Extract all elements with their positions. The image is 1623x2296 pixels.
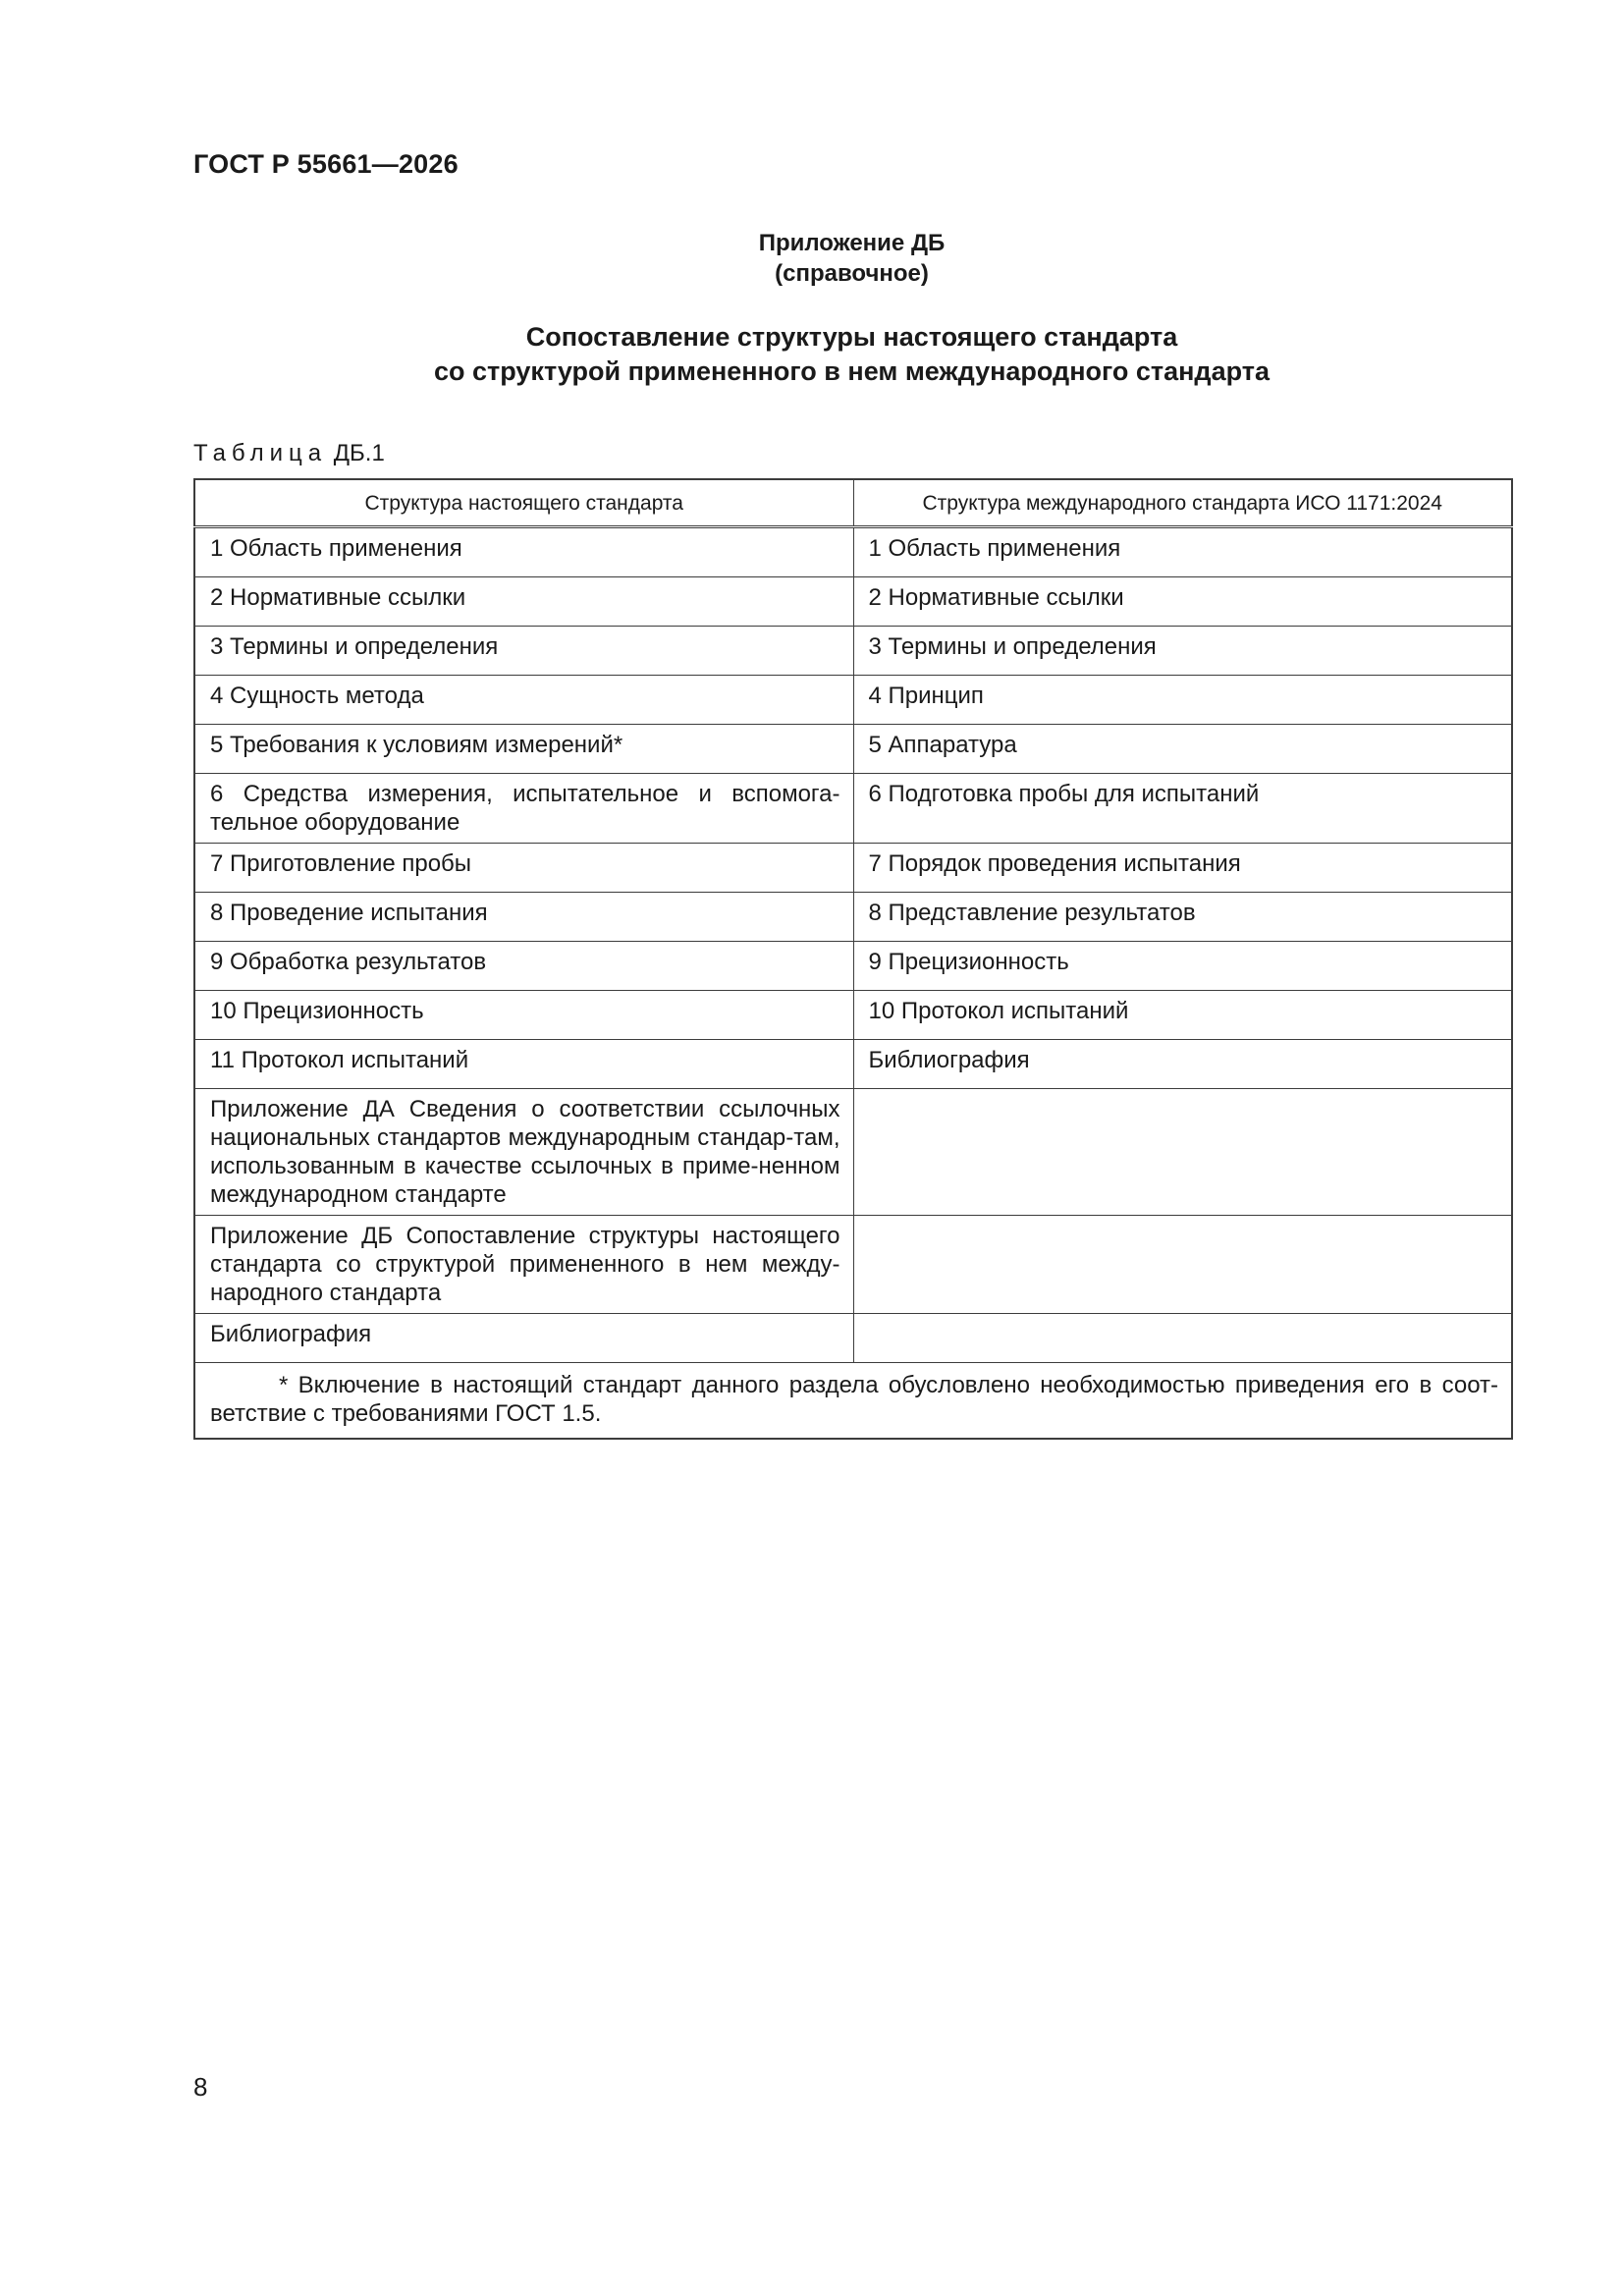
cell-international [853,1314,1512,1363]
cell-national: 7 Приготовление пробы [194,844,853,893]
cell-national: 10 Прецизионность [194,991,853,1040]
table-row [194,942,1512,991]
cell-national: 4 Сущность метода [194,676,853,725]
table-row [194,893,1512,942]
cell-international: 9 Прецизионность [853,942,1512,991]
appendix-title [0,320,1623,389]
appendix-label: Приложение ДБ [758,230,946,256]
cell-international: 5 Аппаратура [853,725,1512,774]
cell-international: 10 Протокол испытаний [853,991,1512,1040]
header-national-structure: Структура настоящего стандарта [194,479,853,527]
table-caption-number: ДБ.1 [333,440,385,466]
cell-international: 7 Порядок проведения испытания [853,844,1512,893]
cell-international [853,1089,1512,1216]
cell-national: Приложение ДБ Сопоставление структуры настоящего стандарта со структурой примененного в нем между-народного стандарта [194,1216,853,1314]
appendix-title-line-2: со структурой примененного в нем международного стандарта [434,356,1270,386]
table-row [194,844,1512,893]
document-code: ГОСТ Р 55661—2026 [193,149,459,179]
cell-national: 8 Проведение испытания [194,893,853,942]
table-row [194,1040,1512,1089]
table-row [194,991,1512,1040]
table-row [194,676,1512,725]
cell-international [853,1216,1512,1314]
table-caption [193,440,385,467]
table-header-row [194,479,1512,527]
table-row [194,725,1512,774]
table-footnote: * Включение в настоящий стандарт данного раздела обусловлено необходимостью приведения его в соот-ветствие с требованиями ГОСТ 1.5. [210,1372,1498,1427]
page-number: 8 [193,2072,208,2102]
table-row [194,577,1512,627]
cell-international: 6 Подготовка пробы для испытаний [853,774,1512,844]
cell-national: 9 Обработка результатов [194,942,853,991]
structure-comparison-table [193,478,1513,1440]
header-international-structure: Структура международного стандарта ИСО 1171:2024 [853,479,1512,527]
cell-national: Приложение ДА Сведения о соответствии ссылочных национальных стандартов международным стандар-там, использованным в качестве ссылочных в приме-ненном международном стандарте [194,1089,853,1216]
cell-international: 4 Принцип [853,676,1512,725]
table-row [194,627,1512,676]
cell-national: 6 Средства измерения, испытательное и вспомога-тельное оборудование [194,774,853,844]
table-row [194,774,1512,844]
table-footnote-cell [194,1363,1512,1440]
cell-national: 2 Нормативные ссылки [194,577,853,627]
cell-national: Библиография [194,1314,853,1363]
table-footnote-row [194,1363,1512,1440]
table-row [194,1089,1512,1216]
table-caption-word: Таблица [193,440,328,466]
appendix-heading [0,228,1623,289]
cell-international: Библиография [853,1040,1512,1089]
cell-international: 2 Нормативные ссылки [853,577,1512,627]
cell-international: 3 Термины и определения [853,627,1512,676]
cell-national: 5 Требования к условиям измерений* [194,725,853,774]
appendix-status: (справочное) [775,260,929,287]
table-row [194,1216,1512,1314]
appendix-title-line-1: Сопоставление структуры настоящего стандарта [525,322,1178,352]
cell-international: 1 Область применения [853,527,1512,577]
cell-international: 8 Представление результатов [853,893,1512,942]
table-row [194,527,1512,577]
table-row [194,1314,1512,1363]
cell-national: 1 Область применения [194,527,853,577]
cell-national: 11 Протокол испытаний [194,1040,853,1089]
cell-national: 3 Термины и определения [194,627,853,676]
